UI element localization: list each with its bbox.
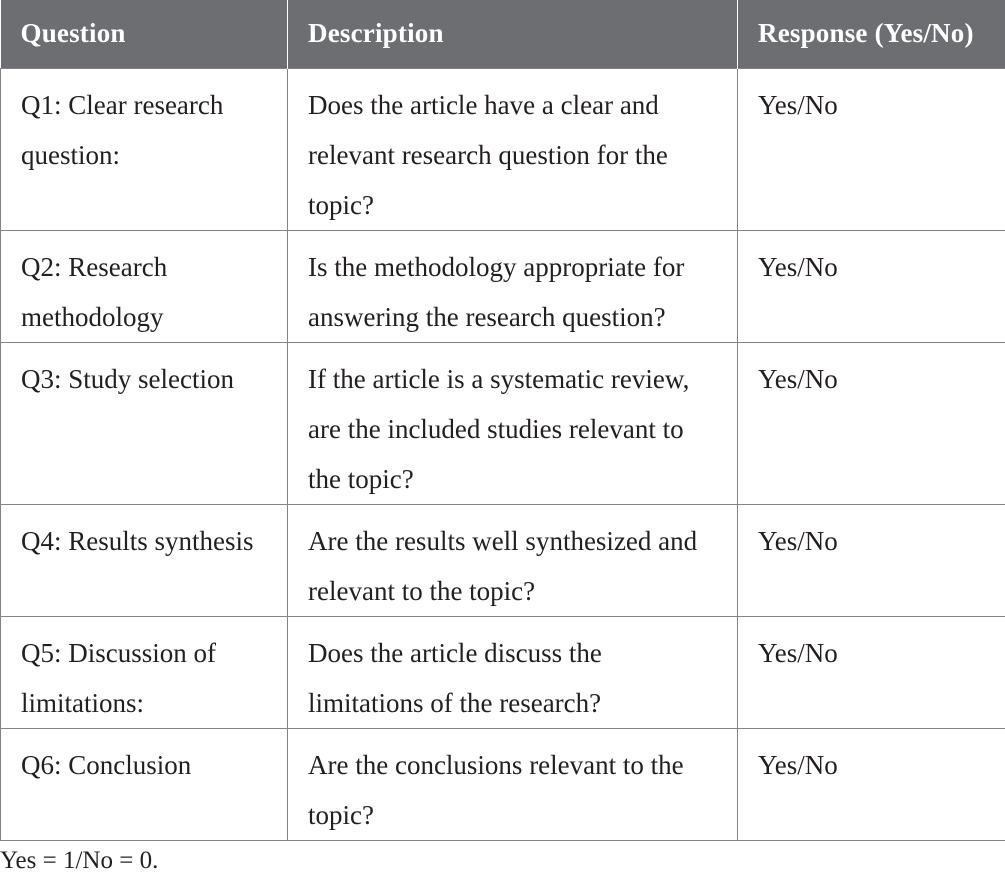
table-footnote: Yes = 1/No = 0. [0,847,159,874]
question-cell: Q4: Results synthesis [1,504,288,616]
column-header-description: Description [288,0,738,68]
column-header-response: Response (Yes/No) [738,0,1005,68]
description-cell: If the article is a systematic review, are the included studies relevant to the topic? [288,342,738,504]
question-cell: Q1: Clear research question: [1,68,288,230]
question-cell: Q3: Study selection [1,342,288,504]
response-cell: Yes/No [738,728,1005,840]
table-row-q6 [1,728,1005,840]
response-cell: Yes/No [738,616,1005,728]
question-cell: Q2: Research methodology [1,230,288,342]
table-row-q1 [1,68,1005,230]
table-header-row [1,0,1005,68]
question-cell: Q6: Conclusion [1,728,288,840]
description-cell: Are the conclusions relevant to the topic? [288,728,738,840]
question-cell: Q5: Discussion of limitations: [1,616,288,728]
table-row-q3 [1,342,1005,504]
response-cell: Yes/No [738,68,1005,230]
description-cell: Does the article discuss the limitations of the research? [288,616,738,728]
column-header-question: Question [1,0,288,68]
response-cell: Yes/No [738,504,1005,616]
description-cell: Are the results well synthesized and relevant to the topic? [288,504,738,616]
table-row-q4 [1,504,1005,616]
description-cell: Is the methodology appropriate for answering the research question? [288,230,738,342]
table-row-q2 [1,230,1005,342]
description-cell: Does the article have a clear and relevant research question for the topic? [288,68,738,230]
table-row-q5 [1,616,1005,728]
response-cell: Yes/No [738,230,1005,342]
response-cell: Yes/No [738,342,1005,504]
